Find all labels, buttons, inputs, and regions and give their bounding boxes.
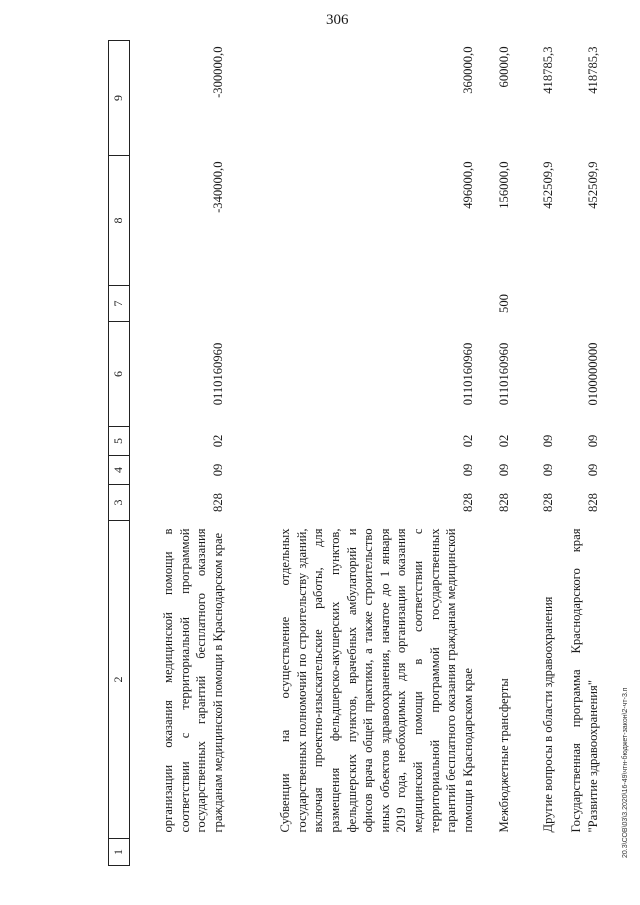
row-pr: 02 (460, 434, 475, 448)
row-ved: 828 (210, 493, 225, 512)
row-rz: 09 (585, 463, 600, 477)
row-pr: 09 (585, 434, 600, 448)
table-row (516, 41, 560, 866)
row-vr (130, 286, 230, 322)
row-col8: 496000,0 (460, 161, 475, 209)
row-col9: 418785,3 (585, 46, 600, 94)
row-col9: 418785,3 (540, 46, 555, 94)
row-ved: 828 (496, 493, 511, 512)
row-pr: 02 (210, 434, 225, 448)
row-csr (516, 322, 560, 427)
row-col8: 452509,9 (540, 161, 555, 209)
row-rz: 09 (210, 463, 225, 477)
row-ved: 828 (540, 493, 555, 512)
budget-table-rotated (108, 41, 603, 866)
header-cell: 9 (109, 41, 130, 156)
row-rz: 09 (496, 463, 511, 477)
header-cell: 3 (109, 485, 130, 521)
header-cell: 8 (109, 156, 130, 286)
row-name: Субвенции на осуществление отдельных государственных полномочий по строительству зданий, включая проектно-изыскательские работы, для размещения фельдшерско-акушерских пунктов, фельдшерских пунктов, врачебных амбулаторий и офисов врача общей практики, а также строительство иных объектов здравоохранения, начатое до 1 января 2019 года, необходимых для организации оказания медицинской помощи в соответствии с территориальной программой государственных гарантий бесплатного оказания гражданам медицинской помощи в Краснодарском крае (278, 528, 475, 833)
header-cell: 7 (109, 286, 130, 322)
row-vr (230, 286, 480, 322)
header-cell: 2 (109, 521, 130, 839)
table-row (230, 41, 480, 866)
row-name: Другие вопросы в области здравоохранения (540, 596, 555, 833)
row-col8: -340000,0 (210, 161, 225, 213)
row-name: Государственная программа Краснодарского края "Развитие здравоохранения" (569, 528, 600, 833)
row-col9: 360000,0 (460, 46, 475, 94)
page-number: 306 (326, 12, 349, 28)
row-ved: 828 (585, 493, 600, 512)
table-row (480, 41, 516, 866)
row-name: Межбюджетные трансферты (496, 678, 511, 833)
row-vr: 500 (496, 294, 511, 313)
row-vr (560, 286, 605, 322)
row-col8: 156000,0 (496, 161, 511, 209)
row-col8: 452509,9 (585, 161, 600, 209)
table-header-row (109, 41, 130, 866)
header-cell: 6 (109, 322, 130, 427)
table-row (560, 41, 605, 866)
row-col9: -300000,0 (210, 46, 225, 98)
header-cell: 1 (109, 839, 130, 866)
row-rz: 09 (540, 463, 555, 477)
row-vr (516, 286, 560, 322)
row-pr: 09 (540, 434, 555, 448)
header-cell: 4 (109, 456, 130, 485)
budget-table (108, 40, 605, 866)
row-csr: 0100000000 (585, 342, 600, 406)
document-file-code: 20.3\СОВ\03\3.2020\16-49\чтн-бюджет-закон\2-чт-3.п (622, 687, 629, 858)
row-rz: 09 (460, 463, 475, 477)
row-ved: 828 (460, 493, 475, 512)
header-cell: 5 (109, 427, 130, 456)
row-pr: 02 (496, 434, 511, 448)
row-csr: 0110160960 (496, 342, 511, 406)
row-csr: 0110160960 (460, 342, 475, 406)
row-csr: 0110160960 (210, 342, 225, 406)
row-name: организации оказания медицинской помощи в соответствии с территориальной программой государственных гарантий бесплатного оказания гражданам медицинской помощи в Краснодарском крае (161, 528, 225, 833)
table-row (130, 41, 230, 866)
row-col9: 60000,0 (496, 46, 511, 88)
